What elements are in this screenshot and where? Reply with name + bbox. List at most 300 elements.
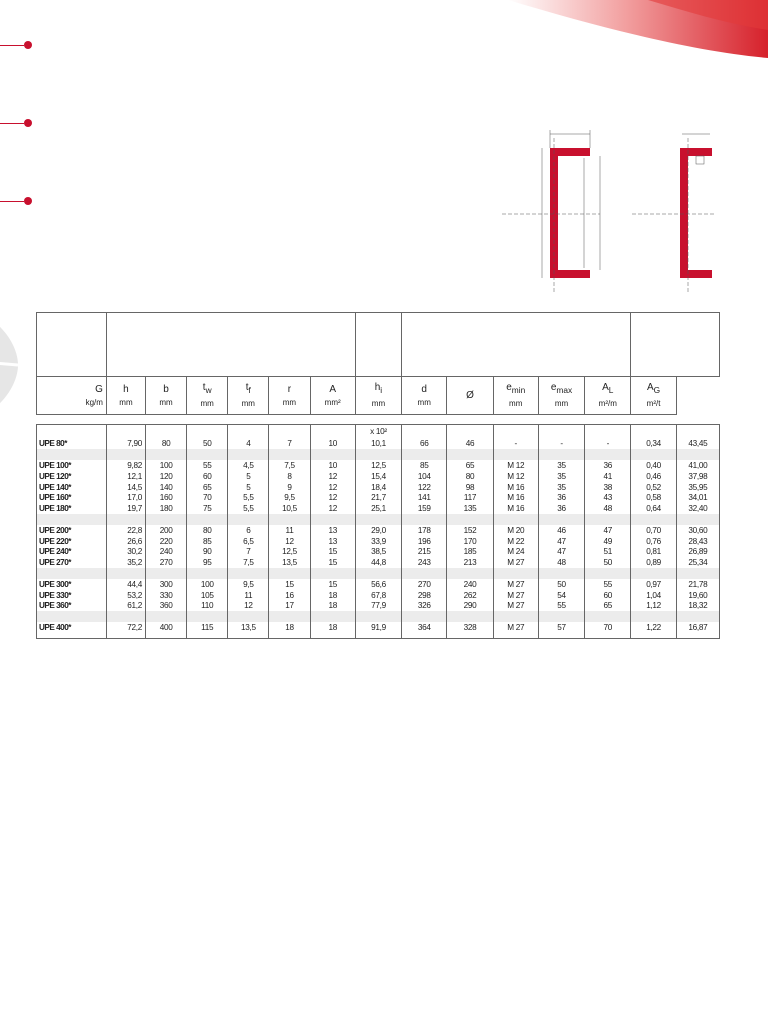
table-cell: 21,7 (355, 492, 401, 503)
table-cell: 72,2 (106, 622, 145, 633)
table-cell (631, 449, 676, 460)
table-cell: 7,5 (269, 460, 310, 471)
table-cell: 80 (187, 525, 228, 536)
table-cell: 122 (402, 482, 447, 493)
table-cell: 34,01 (676, 492, 719, 503)
table-cell: 110 (187, 600, 228, 611)
table-cell (538, 425, 584, 439)
table-cell: 0,40 (631, 460, 676, 471)
table-cell (187, 611, 228, 622)
symbol-subscript: G (653, 385, 661, 395)
table-cell (493, 633, 538, 639)
unit-label: mm (200, 399, 214, 408)
bullet-line (0, 123, 24, 124)
unit-cell (493, 377, 538, 415)
table-row (37, 482, 720, 493)
table-cell: UPE 220* (37, 536, 107, 547)
profile-table (36, 424, 720, 639)
table-cell: 60 (585, 590, 631, 601)
unit-cell (146, 377, 187, 415)
table-cell: M 16 (493, 503, 538, 514)
table-cell (269, 449, 310, 460)
header-dimensions (106, 313, 355, 377)
table-cell: 70 (585, 622, 631, 633)
table-cell (676, 568, 719, 579)
table-cell: 60 (187, 471, 228, 482)
symbol-label: G (95, 383, 103, 395)
table-cell: 12 (310, 471, 355, 482)
table-row (37, 600, 720, 611)
table-cell (187, 449, 228, 460)
table-cell: 43,45 (676, 439, 719, 450)
table-cell: - (585, 439, 631, 450)
table-cell (269, 425, 310, 439)
table-cell: 140 (146, 482, 187, 493)
table-cell: 22,8 (106, 525, 145, 536)
bullet-dot-icon (24, 197, 32, 205)
table-cell: 36 (538, 503, 584, 514)
unit-label: mm (159, 397, 173, 407)
table-cell: M 24 (493, 546, 538, 557)
channel-section-diagram (500, 118, 630, 298)
table-cell: 55 (585, 579, 631, 590)
table-cell: 10 (310, 460, 355, 471)
unit-cell (228, 377, 269, 415)
table-cell: 56,6 (355, 579, 401, 590)
table-cell: 46 (447, 439, 493, 450)
table-cell: 47 (538, 536, 584, 547)
table-cell: 326 (402, 600, 447, 611)
table-cell: 65 (585, 600, 631, 611)
unit-cell (447, 377, 493, 415)
symbol-label: t (245, 382, 249, 393)
table-cell: UPE 80* (37, 439, 107, 450)
table-cell (493, 611, 538, 622)
table-cell: 12 (269, 536, 310, 547)
table-cell (585, 568, 631, 579)
table-cell: UPE 180* (37, 503, 107, 514)
table-cell (447, 425, 493, 439)
table-cell: 66 (402, 439, 447, 450)
table-cell: 26,89 (676, 546, 719, 557)
table-cell (37, 611, 107, 622)
table-cell (269, 611, 310, 622)
table-cell (538, 611, 584, 622)
bullet-line (0, 45, 24, 46)
table-cell: 80 (146, 439, 187, 450)
table-cell (402, 568, 447, 579)
unit-cell (269, 377, 310, 415)
table-cell (228, 633, 269, 639)
table-cell: 77,9 (355, 600, 401, 611)
table-cell: 53,2 (106, 590, 145, 601)
table-cell: UPE 400* (37, 622, 107, 633)
table-cell: 44,8 (355, 557, 401, 568)
table-cell: 19,7 (106, 503, 145, 514)
section-de (0, 190, 520, 212)
table-row (37, 425, 720, 439)
table-cell (585, 611, 631, 622)
table-cell: 4 (228, 439, 269, 450)
table-cell (269, 514, 310, 525)
table-cell (106, 425, 145, 439)
table-cell: 35 (538, 471, 584, 482)
group-spacer (37, 568, 720, 579)
table-row (37, 460, 720, 471)
grey-disc-decoration (0, 305, 18, 425)
table-cell: 25,34 (676, 557, 719, 568)
table-cell: 120 (146, 471, 187, 482)
unit-cell (355, 377, 401, 415)
table-cell: 80 (447, 471, 493, 482)
table-cell (402, 425, 447, 439)
table-cell: 15 (310, 579, 355, 590)
table-cell: 200 (146, 525, 187, 536)
symbol-label: A (602, 382, 609, 393)
table-cell (402, 514, 447, 525)
table-cell: 18,4 (355, 482, 401, 493)
table-cell: M 12 (493, 460, 538, 471)
table-cell: 104 (402, 471, 447, 482)
table-cell (310, 425, 355, 439)
table-cell: 7 (269, 439, 310, 450)
profile-table-header (36, 312, 720, 415)
table-cell (228, 449, 269, 460)
table-cell: M 27 (493, 622, 538, 633)
table-cell: 0,89 (631, 557, 676, 568)
table-cell: 85 (187, 536, 228, 547)
symbol-subscript: max (556, 385, 573, 395)
unit-cell (187, 377, 228, 415)
table-cell: 50 (187, 439, 228, 450)
table-cell: 5 (228, 471, 269, 482)
table-cell: 0,76 (631, 536, 676, 547)
table-cell: 0,64 (631, 503, 676, 514)
table-cell (310, 449, 355, 460)
table-cell (447, 514, 493, 525)
table-cell: 0,46 (631, 471, 676, 482)
symbol-label: e (506, 382, 512, 393)
header-designation (37, 313, 107, 377)
table-cell: 48 (585, 503, 631, 514)
table-cell: 6,5 (228, 536, 269, 547)
unit-label: mm² (324, 397, 341, 407)
symbol-unit-row (37, 377, 720, 415)
table-cell: 178 (402, 525, 447, 536)
table-cell: M 27 (493, 600, 538, 611)
table-cell (106, 449, 145, 460)
unit-label: mm (282, 397, 297, 407)
table-row (37, 579, 720, 590)
symbol-label: h (123, 383, 129, 395)
table-cell (631, 425, 676, 439)
unit-label: mm (119, 397, 133, 407)
table-cell: UPE 360* (37, 600, 107, 611)
table-cell: 41 (585, 471, 631, 482)
table-cell: 364 (402, 622, 447, 633)
symbol-label: d (421, 383, 427, 395)
table-cell: 17,0 (106, 492, 145, 503)
table-cell: M 22 (493, 536, 538, 547)
table-cell: 180 (146, 503, 187, 514)
table-cell: 16,87 (676, 622, 719, 633)
table-cell: 160 (146, 492, 187, 503)
unit-cell (106, 377, 145, 415)
table-cell (447, 633, 493, 639)
table-cell: 5 (228, 482, 269, 493)
table-cell: - (538, 439, 584, 450)
table-cell: 1,04 (631, 590, 676, 601)
table-cell: 0,70 (631, 525, 676, 536)
table-row (37, 622, 720, 633)
table-cell: 51 (585, 546, 631, 557)
table-cell (631, 514, 676, 525)
table-cell (447, 611, 493, 622)
table-cell: 38,5 (355, 546, 401, 557)
table-cell: 18 (310, 590, 355, 601)
table-cell: M 12 (493, 471, 538, 482)
table-cell (106, 514, 145, 525)
table-cell: 298 (402, 590, 447, 601)
table-cell: 152 (447, 525, 493, 536)
table-cell: 55 (187, 460, 228, 471)
table-cell (146, 568, 187, 579)
table-cell: 196 (402, 536, 447, 547)
table-cell: 18 (269, 622, 310, 633)
unit-label: mm (371, 399, 386, 408)
table-cell (37, 568, 107, 579)
table-cell (37, 514, 107, 525)
header-construction (402, 313, 631, 377)
table-cell: 100 (187, 579, 228, 590)
table-cell: 15 (310, 557, 355, 568)
table-cell: x 10² (355, 425, 401, 439)
table-cell: M 27 (493, 557, 538, 568)
table-cell: 270 (146, 557, 187, 568)
table-cell (676, 449, 719, 460)
group-spacer (37, 611, 720, 622)
table-cell: 15 (269, 579, 310, 590)
group-spacer (37, 449, 720, 460)
table-cell (146, 449, 187, 460)
table-cell (402, 611, 447, 622)
symbol-label: h (374, 382, 381, 393)
table-cell (310, 611, 355, 622)
bullet-dot-icon (24, 119, 32, 127)
table-cell: 17 (269, 600, 310, 611)
table-cell: UPE 160* (37, 492, 107, 503)
table-cell: 47 (538, 546, 584, 557)
table-cell: 35 (538, 482, 584, 493)
table-cell (538, 568, 584, 579)
table-cell (355, 633, 401, 639)
table-cell: 85 (402, 460, 447, 471)
table-row (37, 525, 720, 536)
table-cell (631, 633, 676, 639)
table-cell: 19,60 (676, 590, 719, 601)
unit-cell (538, 377, 584, 415)
unit-label: m²/t (646, 399, 661, 408)
table-cell (631, 611, 676, 622)
table-cell: 18,32 (676, 600, 719, 611)
table-cell: 0,81 (631, 546, 676, 557)
table-cell: 47 (585, 525, 631, 536)
table-cell: 35 (538, 460, 584, 471)
unit-cell (310, 377, 355, 415)
unit-label: m²/m (598, 399, 617, 408)
table-cell (37, 449, 107, 460)
table-cell (538, 514, 584, 525)
table-cell: M 16 (493, 482, 538, 493)
unit-cell (37, 377, 107, 415)
table-cell: 46 (538, 525, 584, 536)
table-cell: 243 (402, 557, 447, 568)
table-cell (585, 633, 631, 639)
symbol-label: Ø (466, 390, 474, 401)
table-cell (355, 611, 401, 622)
table-cell (538, 633, 584, 639)
table-cell: 12 (310, 492, 355, 503)
table-cell: 67,8 (355, 590, 401, 601)
table-cell: 33,9 (355, 536, 401, 547)
table-cell: 0,52 (631, 482, 676, 493)
table-cell: 0,58 (631, 492, 676, 503)
table-cell: 213 (447, 557, 493, 568)
table-cell (106, 568, 145, 579)
bullet-line (0, 201, 24, 202)
table-cell: 330 (146, 590, 187, 601)
table-cell: 65 (187, 482, 228, 493)
table-cell: 9 (269, 482, 310, 493)
table-cell: 15 (310, 546, 355, 557)
symbol-subscript: w (205, 385, 212, 395)
unit-label: kg/m (85, 397, 103, 407)
table-cell: 12 (310, 482, 355, 493)
unit-label: mm (509, 399, 523, 408)
table-cell: 159 (402, 503, 447, 514)
table-cell: 65 (447, 460, 493, 471)
table-cell: 9,5 (228, 579, 269, 590)
table-cell: 41,00 (676, 460, 719, 471)
table-cell: 29,0 (355, 525, 401, 536)
table-cell: 18 (310, 622, 355, 633)
table-cell: 98 (447, 482, 493, 493)
table-row (37, 503, 720, 514)
table-cell (310, 514, 355, 525)
header-surface (631, 313, 720, 377)
table-cell: 21,78 (676, 579, 719, 590)
table-cell (355, 568, 401, 579)
table-row (37, 439, 720, 450)
table-cell: 262 (447, 590, 493, 601)
table-cell: UPE 140* (37, 482, 107, 493)
table-cell (146, 633, 187, 639)
table-cell: 95 (187, 557, 228, 568)
table-cell: UPE 330* (37, 590, 107, 601)
table-row (37, 557, 720, 568)
table-cell: 55 (538, 600, 584, 611)
table-cell (187, 568, 228, 579)
symbol-subscript: L (608, 385, 614, 395)
unit-label: mm (417, 397, 431, 407)
table-cell (631, 568, 676, 579)
table-cell: 75 (187, 503, 228, 514)
table-cell (106, 633, 145, 639)
table-cell (37, 425, 107, 439)
table-cell: 54 (538, 590, 584, 601)
table-cell (676, 514, 719, 525)
table-row (37, 633, 720, 639)
table-cell: 50 (538, 579, 584, 590)
table-cell: 30,60 (676, 525, 719, 536)
table-cell: 49 (585, 536, 631, 547)
table-cell (402, 633, 447, 639)
table-cell: 36 (538, 492, 584, 503)
table-cell: - (493, 439, 538, 450)
table-cell: 7,5 (228, 557, 269, 568)
table-cell: 38 (585, 482, 631, 493)
table-cell: 400 (146, 622, 187, 633)
table-cell: 44,4 (106, 579, 145, 590)
table-cell: 141 (402, 492, 447, 503)
table-cell (676, 425, 719, 439)
table-cell: 25,1 (355, 503, 401, 514)
table-cell: 170 (447, 536, 493, 547)
table-cell: 1,22 (631, 622, 676, 633)
table-cell: 12 (228, 600, 269, 611)
table-cell: 14,5 (106, 482, 145, 493)
table-cell: 15,4 (355, 471, 401, 482)
table-cell: 0,34 (631, 439, 676, 450)
table-cell (310, 568, 355, 579)
table-cell (187, 633, 228, 639)
table-cell (585, 425, 631, 439)
centroid-diagram (630, 118, 720, 298)
table-cell: 7,90 (106, 439, 145, 450)
table-cell: 10 (310, 439, 355, 450)
symbol-label: A (329, 383, 336, 395)
table-cell: 117 (447, 492, 493, 503)
table-cell: 10,1 (355, 439, 401, 450)
table-cell (447, 568, 493, 579)
table-cell: 13,5 (269, 557, 310, 568)
table-cell (493, 568, 538, 579)
table-cell: 12 (310, 503, 355, 514)
table-cell: 290 (447, 600, 493, 611)
table-cell (146, 611, 187, 622)
table-cell: M 20 (493, 525, 538, 536)
symbol-label: r (287, 383, 292, 395)
unit-label: mm (554, 399, 569, 408)
unit-label: mm (241, 399, 255, 408)
table-cell (269, 568, 310, 579)
table-cell (676, 633, 719, 639)
table-cell: 5,5 (228, 503, 269, 514)
table-cell: 135 (447, 503, 493, 514)
table-cell: 9,5 (269, 492, 310, 503)
section-en (0, 112, 520, 134)
table-cell: M 16 (493, 492, 538, 503)
table-cell: 300 (146, 579, 187, 590)
table-cell: 28,43 (676, 536, 719, 547)
section-fr (0, 34, 520, 56)
table-cell: 240 (447, 579, 493, 590)
unit-cell (402, 377, 447, 415)
table-cell (585, 514, 631, 525)
table-cell: 11 (228, 590, 269, 601)
symbol-label: t (202, 382, 206, 393)
table-cell: 12,1 (106, 471, 145, 482)
